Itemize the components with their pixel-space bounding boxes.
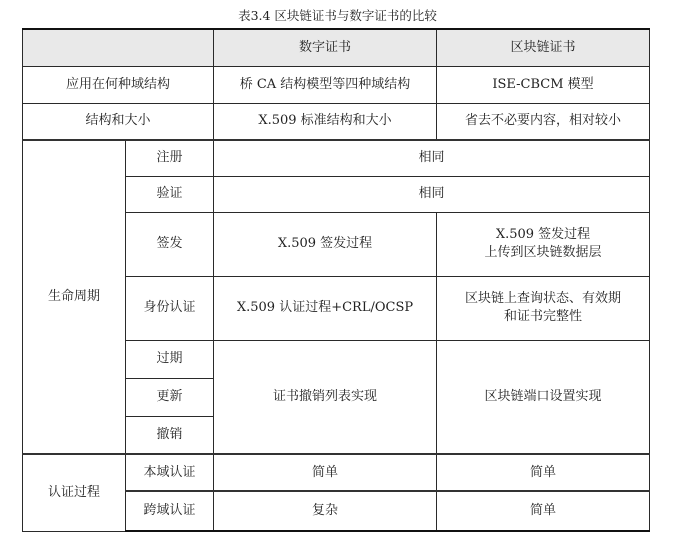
cell-expire-renew-revoke-digital: 证书撤销列表实现: [214, 340, 437, 454]
cell-structure-blockchain: 省去不必要内容，相对较小: [437, 103, 650, 140]
sub-label-renew: 更新: [126, 378, 214, 416]
table-caption: 表3.4 区块链证书与数字证书的比较: [238, 8, 437, 23]
row-label-domain: 应用在何种域结构: [23, 66, 214, 103]
table-row: [23, 103, 650, 140]
cell-auth-digital: X.509 认证过程+CRL/OCSP: [214, 276, 437, 340]
cell-domain-digital: 桥 CA 结构模型等四种域结构: [214, 66, 437, 103]
header-blank-cell: [23, 29, 214, 66]
cell-cross-auth-digital: 复杂: [214, 491, 437, 531]
sub-label-issue: 签发: [126, 212, 214, 276]
table-header-row: [23, 29, 650, 66]
cell-auth-blockchain: [437, 276, 650, 340]
cell-auth-blockchain-line2: 和证书完整性: [503, 309, 582, 324]
cell-verify-merged: 相同: [214, 176, 650, 212]
sub-label-cross-auth: 跨域认证: [126, 491, 214, 531]
cell-domain-blockchain: ISE-CBCM 模型: [437, 66, 650, 103]
table-row: [23, 454, 650, 491]
sub-label-register: 注册: [126, 140, 214, 176]
cell-issue-digital: X.509 签发过程: [214, 212, 437, 276]
sub-label-expire: 过期: [126, 340, 214, 378]
cell-local-auth-blockchain: 简单: [437, 454, 650, 491]
row-group-auth-process: 认证过程: [23, 454, 126, 531]
sub-label-local-auth: 本域认证: [126, 454, 214, 491]
header-digital-certificate: 数字证书: [214, 29, 437, 66]
row-group-lifecycle: 生命周期: [23, 140, 126, 454]
sub-label-revoke: 撤销: [126, 416, 214, 454]
comparison-table: [22, 28, 650, 532]
header-blockchain-certificate: 区块链证书: [437, 29, 650, 66]
cell-issue-blockchain-line1: X.509 签发过程: [495, 227, 591, 242]
sub-label-auth: 身份认证: [126, 276, 214, 340]
cell-issue-blockchain: [437, 212, 650, 276]
cell-cross-auth-blockchain: 简单: [437, 491, 650, 531]
row-label-structure: 结构和大小: [23, 103, 214, 140]
cell-register-merged: 相同: [214, 140, 650, 176]
cell-local-auth-digital: 简单: [214, 454, 437, 491]
table-row: [23, 140, 650, 176]
cell-auth-blockchain-line1: 区块链上查询状态、有效期: [464, 291, 621, 306]
cell-structure-digital: X.509 标准结构和大小: [214, 103, 437, 140]
table-row: [23, 66, 650, 103]
cell-expire-renew-revoke-blockchain: 区块链端口设置实现: [437, 340, 650, 454]
cell-issue-blockchain-line2: 上传到区块链数据层: [484, 245, 602, 260]
sub-label-verify: 验证: [126, 176, 214, 212]
